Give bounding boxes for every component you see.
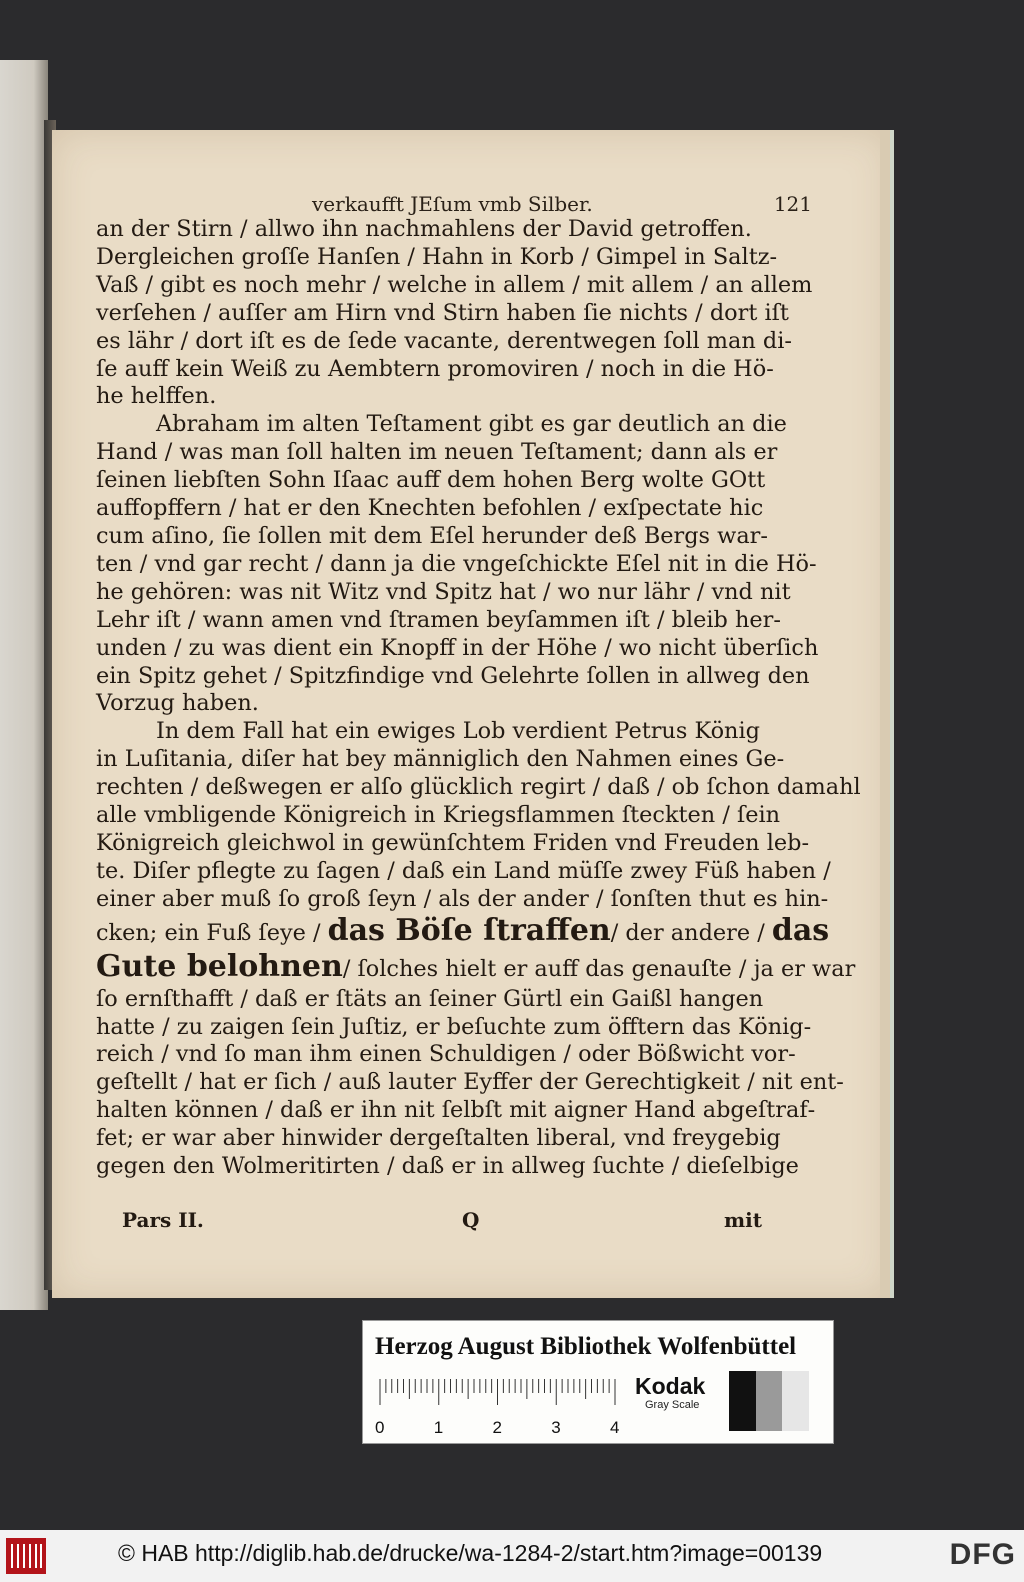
text-line: Vorzug haben. (96, 690, 259, 717)
dfg-logo: DFG (949, 1538, 1016, 1571)
text-line-emphasis-1 (96, 912, 830, 950)
copyright-url: © HAB http://diglib.hab.de/drucke/wa-1284-2/start.htm?image=00139 (118, 1540, 823, 1566)
text-line: ſo ernſthafft / daß er ſtäts an ſeiner Gürtl ein Gaißl hangen (96, 985, 764, 1012)
text-lines-top (96, 216, 861, 914)
kodak-logo: Kodak (635, 1373, 706, 1399)
body-text (96, 216, 861, 1181)
text-line: Abraham im alten Teſtament gibt es gar deutlich an die (156, 411, 787, 438)
ruler-label: 4 (610, 1418, 620, 1437)
ruler-label: 2 (492, 1418, 502, 1437)
text-line: an der Stirn / allwo ihn nachmahlens der David getroffen. (96, 216, 752, 242)
text-fragment: / der andere / (610, 919, 772, 946)
text-line: Vaß / gibt es noch mehr / welche in allem / mit allem / an allem (96, 271, 813, 298)
text-line: reich / vnd ſo man ihm einen Schuldigen / oder Bößwicht vor‑ (96, 1041, 796, 1068)
text-line: alle vmbligende Königreich in Kriegsflammen ſteckten / ſein (96, 802, 781, 829)
text-line: Königreich gleichwol in gewünſchtem Friden vnd Freuden leb‑ (96, 829, 810, 856)
text-line: he helffen. (96, 383, 217, 410)
gray-swatches (729, 1371, 809, 1431)
text-line: hatte / zu zaigen ſein Juſtiz, er beſuchte zum öfftern das König‑ (96, 1013, 812, 1040)
emphasis-text: das Böſe ſtraffen (327, 912, 611, 948)
left-page-edge (0, 60, 48, 1310)
text-fragment: cken; ein Fuß ſeye / (96, 919, 328, 946)
text-line: ten / vnd gar recht / dann ja die vngeſchickte Eſel nit in die Hö‑ (96, 550, 817, 577)
text-line: halten können / daß er ihn nit ſelbſt mit aigner Hand abgeſtraf‑ (96, 1097, 816, 1124)
swatch-black (729, 1371, 756, 1431)
ruler-label: 0 (375, 1418, 385, 1437)
text-line: rechten / deßwegen er alſo glücklich regirt / daß / ob ſchon damahl (96, 774, 861, 801)
swatch-white (782, 1371, 809, 1431)
text-line: In dem Fall hat ein ewiges Lob verdient Petrus König (156, 718, 760, 745)
emphasis-text: Gute belohnen (96, 948, 343, 984)
text-line: ſe auff kein Weiß zu Aembtern promoviren / noch in die Hö‑ (96, 355, 774, 382)
text-lines-bottom (96, 985, 844, 1181)
text-fragment: / ſolches hielt er auff das genauſte / ja er war (342, 955, 856, 982)
scanned-page (52, 130, 894, 1298)
footer-bar (0, 1530, 1024, 1582)
text-line: einer aber muß ſo groß ſeyn / als der ander / ſonſten thut es hin‑ (96, 885, 829, 912)
signature: Pars II. (122, 1208, 204, 1232)
text-line: in Luſitania, diſer hat bey männiglich den Nahmen eines Ge‑ (96, 746, 785, 773)
hab-logo-icon (6, 1538, 46, 1574)
library-name: Herzog August Bibliothek Wolfenbüttel (375, 1333, 797, 1360)
text-line: auffopffern / hat er den Knechten befohlen / exſpectate hic (96, 495, 764, 522)
catchword: mit (724, 1208, 762, 1232)
text-line-emphasis-2 (96, 948, 856, 986)
text-line: cum aſino, ſie ſollen mit dem Eſel herunder deß Bergs war‑ (96, 522, 768, 549)
text-line: unden / zu was dient ein Knopff in der Höhe / wo nicht überſich (96, 634, 819, 661)
text-line: ein Spitz gehet / Spitzfindige vnd Gelehrte ſollen in allweg den (96, 662, 810, 689)
text-line: ſeinen liebſten Sohn Iſaac auff dem hohen Berg wolte GOtt (96, 467, 766, 494)
gray-scale-label: Gray Scale (645, 1399, 700, 1411)
scale-ruler (375, 1377, 620, 1437)
ruler-label: 1 (433, 1418, 444, 1437)
library-color-card (362, 1320, 834, 1444)
text-line: te. Diſer pflegte zu ſagen / daß ein Land müſſe zwey Füß haben / (96, 857, 831, 884)
text-line: Lehr iſt / wann amen vnd ſtramen beyſammen iſt / bleib her‑ (96, 606, 781, 633)
text-line: he gehören: was nit Witz vnd Spitz hat / wo nur lähr / vnd nit (96, 578, 791, 605)
ruler-label: 3 (551, 1418, 561, 1437)
page-number: 121 (773, 192, 812, 216)
emphasis-text: das (771, 912, 830, 948)
text-line: Hand / was man ſoll halten im neuen Teſtament; dann als er (96, 439, 778, 466)
text-line: Dergleichen groſſe Hanſen / Hahn in Korb / Gimpel in Saltz‑ (96, 243, 778, 270)
text-line: gegen den Wolmeritirten / daß er in allweg ſuchte / dieſelbige (96, 1153, 799, 1180)
running-title: verkaufft JEſum vmb Silber. (312, 192, 593, 216)
swatch-gray (756, 1371, 783, 1431)
text-line: fet; er war aber hinwider dergeſtalten liberal, vnd freygebig (96, 1125, 781, 1152)
text-line: geſtellt / hat er ſich / auß lauter Eyffer der Gerechtigkeit / nit ent‑ (96, 1069, 844, 1096)
text-line: verſehen / auſſer am Hirn vnd Stirn haben ſie nichts / dort iſt (96, 299, 789, 326)
text-line: es lähr / dort iſt es de ſede vacante, derentwegen ſoll man di‑ (96, 327, 792, 354)
signature-mark: Q (462, 1208, 480, 1232)
